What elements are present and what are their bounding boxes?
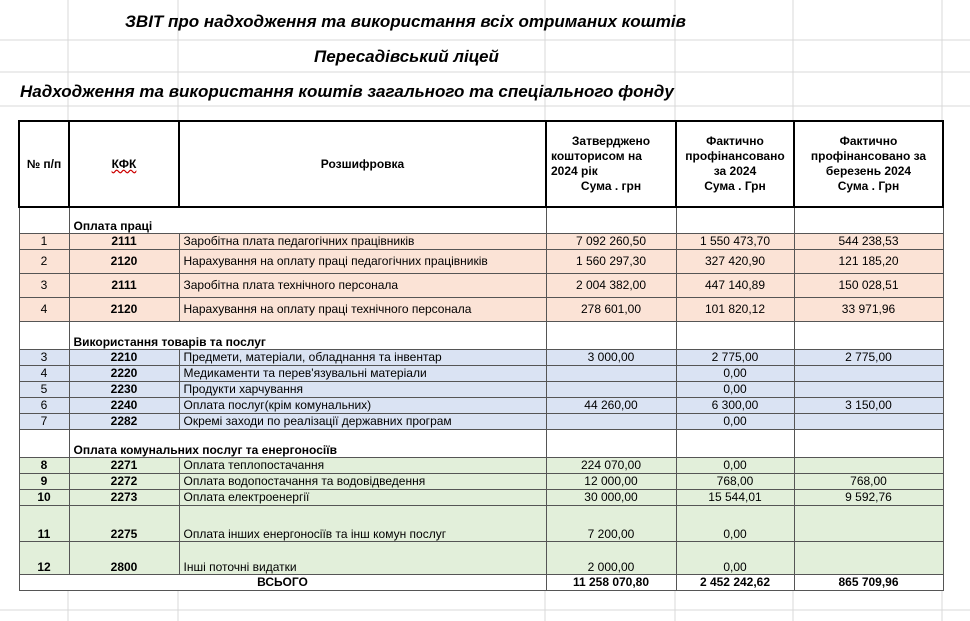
row-fact-year: 0,00 [676,381,794,397]
row-approved: 44 260,00 [546,397,676,413]
row-kfk: 2282 [69,413,179,429]
table-row [19,249,943,273]
row-fact-month [794,457,943,473]
row-no: 7 [19,413,69,429]
table-row [19,233,943,249]
report-subtitle: Надходження та використання коштів загального та спеціального фонду [20,82,674,101]
row-fact-year: 0,00 [676,457,794,473]
section-spacer [676,429,794,457]
row-kfk: 2240 [69,397,179,413]
total-fact-month: 865 709,96 [794,574,943,590]
row-no: 4 [19,365,69,381]
report-title: ЗВІТ про надходження та використання всіх отриманих коштів [125,12,686,31]
row-fact-month: 3 150,00 [794,397,943,413]
section-label-utilities: Оплата комунальних послуг та енергоносіїв [69,429,546,457]
table-row [19,397,943,413]
row-approved: 224 070,00 [546,457,676,473]
header-fact-year-l2: профінансовано [685,149,785,163]
header-fact-year-l1: Фактично [706,134,764,148]
row-kfk: 2800 [69,541,179,574]
row-fact-year: 447 140,89 [676,273,794,297]
row-fact-year: 1 550 473,70 [676,233,794,249]
row-no: 6 [19,397,69,413]
table-row [19,457,943,473]
row-fact-year: 15 544,01 [676,489,794,505]
row-approved: 12 000,00 [546,473,676,489]
report-table [18,120,944,591]
header-fact-month-l4: Сума . Грн [837,179,900,193]
row-desc: Заробітна плата педагогічних працівників [179,233,546,249]
section-row-utilities [19,429,943,457]
section-spacer [546,429,676,457]
row-kfk: 2111 [69,233,179,249]
row-approved: 3 000,00 [546,349,676,365]
row-no: 3 [19,349,69,365]
row-fact-year: 0,00 [676,505,794,541]
section-row-goods [19,321,943,349]
row-kfk: 2275 [69,505,179,541]
section-label-goods: Використання товарів та послуг [69,321,546,349]
row-no: 10 [19,489,69,505]
header-approved [546,121,676,207]
section-label-labor: Оплата праці [69,207,546,233]
header-fact-year-l4: Сума . Грн [704,179,766,193]
row-kfk: 2271 [69,457,179,473]
total-row [19,574,943,590]
row-kfk: 2273 [69,489,179,505]
table-row [19,489,943,505]
row-approved [546,381,676,397]
section-spacer [546,207,676,233]
table-header-row [19,121,943,207]
table-row [19,365,943,381]
row-fact-month: 121 185,20 [794,249,943,273]
row-desc: Медикаменти та перев'язувальні матеріали [179,365,546,381]
section-spacer [794,321,943,349]
header-fact-month-l3: березень 2024 [825,164,912,178]
table-row [19,297,943,321]
row-fact-year: 0,00 [676,365,794,381]
row-no: 9 [19,473,69,489]
row-desc: Предмети, матеріали, обладнання та інвентар [179,349,546,365]
row-desc: Продукти харчування [179,381,546,397]
header-fact-year [676,121,794,207]
section-spacer [676,321,794,349]
row-approved [546,413,676,429]
row-fact-month: 33 971,96 [794,297,943,321]
row-approved [546,365,676,381]
header-approved-l4: Сума . грн [580,179,642,193]
header-fact-year-l3: за 2024 [713,164,757,178]
row-desc: Нарахування на оплату праці технічного персонала [179,297,546,321]
table-row [19,413,943,429]
total-approved: 11 258 070,80 [546,574,676,590]
row-fact-month: 768,00 [794,473,943,489]
header-approved-l1: Затверджено [571,134,651,148]
institution-name: Пересадівський ліцей [314,47,499,66]
total-fact-year: 2 452 242,62 [676,574,794,590]
row-desc: Оплата електроенергії [179,489,546,505]
row-approved: 7 092 260,50 [546,233,676,249]
row-kfk: 2220 [69,365,179,381]
row-kfk: 2120 [69,249,179,273]
row-approved: 30 000,00 [546,489,676,505]
row-fact-month: 9 592,76 [794,489,943,505]
section-spacer [19,321,69,349]
row-no: 1 [19,233,69,249]
row-fact-month [794,413,943,429]
header-fact-month-l2: профінансовано за [810,149,927,163]
table-row [19,505,943,541]
row-desc: Оплата послуг(крім комунальних) [179,397,546,413]
table-row [19,349,943,365]
section-spacer [19,207,69,233]
row-fact-month [794,365,943,381]
row-fact-year: 0,00 [676,413,794,429]
table-row [19,473,943,489]
row-approved: 2 000,00 [546,541,676,574]
total-label: ВСЬОГО [19,574,546,590]
header-approved-l3: 2024 рік [551,164,598,178]
row-fact-month [794,505,943,541]
row-approved: 2 004 382,00 [546,273,676,297]
row-kfk: 2230 [69,381,179,397]
header-fact-month-l1: Фактично [839,134,898,148]
row-kfk: 2272 [69,473,179,489]
row-desc: Інші поточні видатки [179,541,546,574]
table-row [19,273,943,297]
row-desc: Оплата водопостачання та водовідведення [179,473,546,489]
header-fact-month [794,121,943,207]
section-spacer [676,207,794,233]
row-fact-year: 768,00 [676,473,794,489]
row-kfk: 2210 [69,349,179,365]
row-no: 12 [19,541,69,574]
section-spacer [546,321,676,349]
section-row-labor [19,207,943,233]
table-row [19,541,943,574]
row-no: 4 [19,297,69,321]
row-desc: Оплата теплопостачання [179,457,546,473]
row-no: 3 [19,273,69,297]
row-approved: 278 601,00 [546,297,676,321]
header-no: № п/п [19,121,69,207]
section-spacer [19,429,69,457]
row-no: 5 [19,381,69,397]
row-fact-year: 6 300,00 [676,397,794,413]
row-fact-year: 101 820,12 [676,297,794,321]
row-fact-month: 150 028,51 [794,273,943,297]
table-row [19,381,943,397]
row-fact-month [794,381,943,397]
header-desc: Розшифровка [179,121,546,207]
section-spacer [794,429,943,457]
section-spacer [794,207,943,233]
row-desc: Заробітна плата технічного персонала [179,273,546,297]
header-kfk: КФК [69,121,179,207]
row-fact-year: 2 775,00 [676,349,794,365]
row-kfk: 2120 [69,297,179,321]
row-no: 11 [19,505,69,541]
row-desc: Окремі заходи по реалізації державних програм [179,413,546,429]
row-fact-month [794,541,943,574]
row-approved: 1 560 297,30 [546,249,676,273]
row-approved: 7 200,00 [546,505,676,541]
row-fact-month: 544 238,53 [794,233,943,249]
row-fact-month: 2 775,00 [794,349,943,365]
row-no: 2 [19,249,69,273]
row-desc: Нарахування на оплату праці педагогічних працівників [179,249,546,273]
row-desc: Оплата інших енергоносіїв та інш комун послуг [179,505,546,541]
row-fact-year: 327 420,90 [676,249,794,273]
row-kfk: 2111 [69,273,179,297]
row-fact-year: 0,00 [676,541,794,574]
header-approved-l2: кошторисом на [551,149,642,163]
row-no: 8 [19,457,69,473]
